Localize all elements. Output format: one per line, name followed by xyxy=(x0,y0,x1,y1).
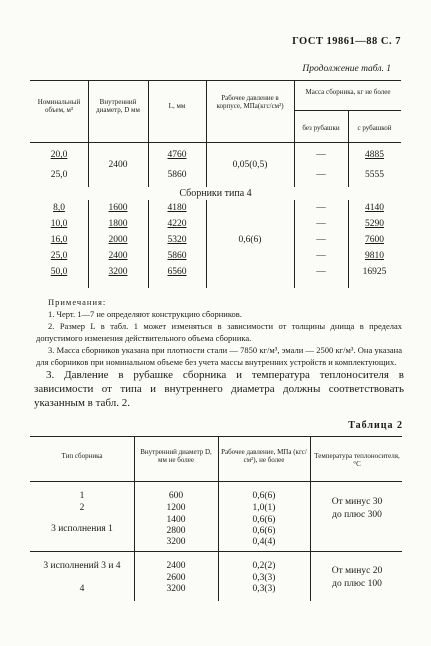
table-cell: 0,6(6) xyxy=(252,491,276,501)
table-cell: 0,6(6) xyxy=(238,235,262,245)
table-cell: 5320 xyxy=(167,235,187,245)
table-cell: 50,0 xyxy=(50,267,68,277)
table-cell: 1600 xyxy=(108,203,128,213)
table-cell: 3200 xyxy=(166,584,186,594)
table-cell: 4 xyxy=(79,584,85,594)
col-header-pressure: Рабочее давление, МПа (кгс/см²), не более xyxy=(221,448,307,464)
col-header-type: Тип сборника xyxy=(61,452,103,460)
col-header-volume: Номинальный объем, м³ xyxy=(37,98,81,114)
table-cell: — xyxy=(316,150,326,160)
table-cell: 5555 xyxy=(365,170,384,180)
table-cell: 5860 xyxy=(167,170,187,180)
table-cell: 4180 xyxy=(167,203,187,213)
table-cell: — xyxy=(316,251,326,261)
table-cell: 4760 xyxy=(167,150,187,160)
table-cell: 25,0 xyxy=(50,170,68,180)
table-cell: 2400 xyxy=(108,160,128,170)
table-cell: 3 исполнений 3 и 4 xyxy=(43,561,121,571)
notes-heading: Примечания: xyxy=(48,297,107,307)
col-header-pressure: Рабочее давление в корпусе, МПа(кгс/см²) xyxy=(216,94,284,110)
table-cell: 4140 xyxy=(365,203,384,213)
table-cell: 25,0 xyxy=(50,251,68,261)
table-cell: — xyxy=(316,235,326,245)
col-header-mass: Масса сборника, кг не более xyxy=(305,88,391,96)
table-cell: — xyxy=(316,203,326,213)
table-cell: 5860 xyxy=(167,251,187,261)
table-cell: 0,3(3) xyxy=(252,573,276,583)
table-cell: 9810 xyxy=(365,251,384,261)
table-cell: 1200 xyxy=(166,503,186,513)
table-cell: — xyxy=(316,267,326,277)
note-item: 1. Черт. 1—7 не определяют конструкцию сборников. xyxy=(48,309,242,319)
table-cell: 2000 xyxy=(108,235,128,245)
col-header-mass-without: без рубашки xyxy=(302,124,340,132)
table-cell: 0,6(6) xyxy=(252,515,276,525)
notes xyxy=(36,296,402,368)
table-cell: 8,0 xyxy=(53,203,65,213)
table-cell: 16925 xyxy=(362,267,387,277)
table-cell: 1400 xyxy=(166,515,186,525)
col-header-length: L, мм xyxy=(168,102,186,110)
table-cell: 0,05(0,5) xyxy=(232,160,268,170)
col-header-mass-with: с рубашкой xyxy=(357,124,392,132)
note-item: 2. Размер L в табл. 1 может изменяться в зависимости от толщины днища в пределах допустимого изменения действительного объема сборника. xyxy=(36,321,402,343)
group-title: Сборники типа 4 xyxy=(179,188,252,199)
table-cell: 4220 xyxy=(167,219,187,229)
table-cell: — xyxy=(316,219,326,229)
table-cell: 10,0 xyxy=(50,219,68,229)
table-cell: 0,4(4) xyxy=(252,537,276,547)
table-cell: 2800 xyxy=(166,526,186,536)
table-cell: 2400 xyxy=(166,561,186,571)
table-cell: 1800 xyxy=(108,219,128,229)
col-header-temperature: Температура теплоносителя, °С xyxy=(314,452,400,468)
table-cell: От минус 20 xyxy=(331,566,383,576)
table-cell: 0,2(2) xyxy=(252,561,276,571)
table-cell: 1 xyxy=(79,491,85,501)
col-header-diameter: Внутренний диаметр D, мм не более xyxy=(140,448,212,464)
table-continuation-label: Продолжение табл. 1 xyxy=(302,64,391,74)
table-cell: 3200 xyxy=(166,537,186,547)
table-cell: 5290 xyxy=(365,219,384,229)
table-cell: 16,0 xyxy=(50,235,68,245)
table-cell: 3 исполнения 1 xyxy=(51,524,113,534)
table-cell: 7600 xyxy=(365,235,384,245)
table-cell: 6560 xyxy=(167,267,187,277)
table-cell: — xyxy=(316,170,326,180)
table-cell: до плюс 100 xyxy=(332,579,382,589)
standard-header: ГОСТ 19861—88 С. 7 xyxy=(292,36,401,47)
table-cell: 4885 xyxy=(365,150,384,160)
table-cell: 20,0 xyxy=(50,150,68,160)
table-cell: до плюс 300 xyxy=(332,510,382,520)
table-cell: 3200 xyxy=(108,267,128,277)
table-cell: 600 xyxy=(168,491,184,501)
table-cell: 2400 xyxy=(108,251,128,261)
table-cell: 2 xyxy=(79,503,85,513)
note-item: 3. Масса сборников указана при плотности стали — 7850 кг/м³, эмали — 2500 кг/м³. Она указана для сборников при номинальном объеме без учета массы внутренних устройств и комплектующих. xyxy=(36,345,402,367)
table-cell: 0,6(6) xyxy=(252,526,276,536)
col-header-diameter: Внутренний диаметр, D мм xyxy=(96,98,140,114)
table-cell: 2600 xyxy=(166,573,186,583)
table-cell: 1,0(1) xyxy=(252,503,276,513)
table-cell: 0,3(3) xyxy=(252,584,276,594)
body-paragraph: 3. Давление в рубашке сборника и температура теплоносителя в зависимости от типа и внутреннего диаметра должны соответствовать указанным в табл. 2. xyxy=(34,369,404,409)
table-cell: От минус 30 xyxy=(331,497,383,507)
table-2-title: Таблица 2 xyxy=(348,420,403,431)
